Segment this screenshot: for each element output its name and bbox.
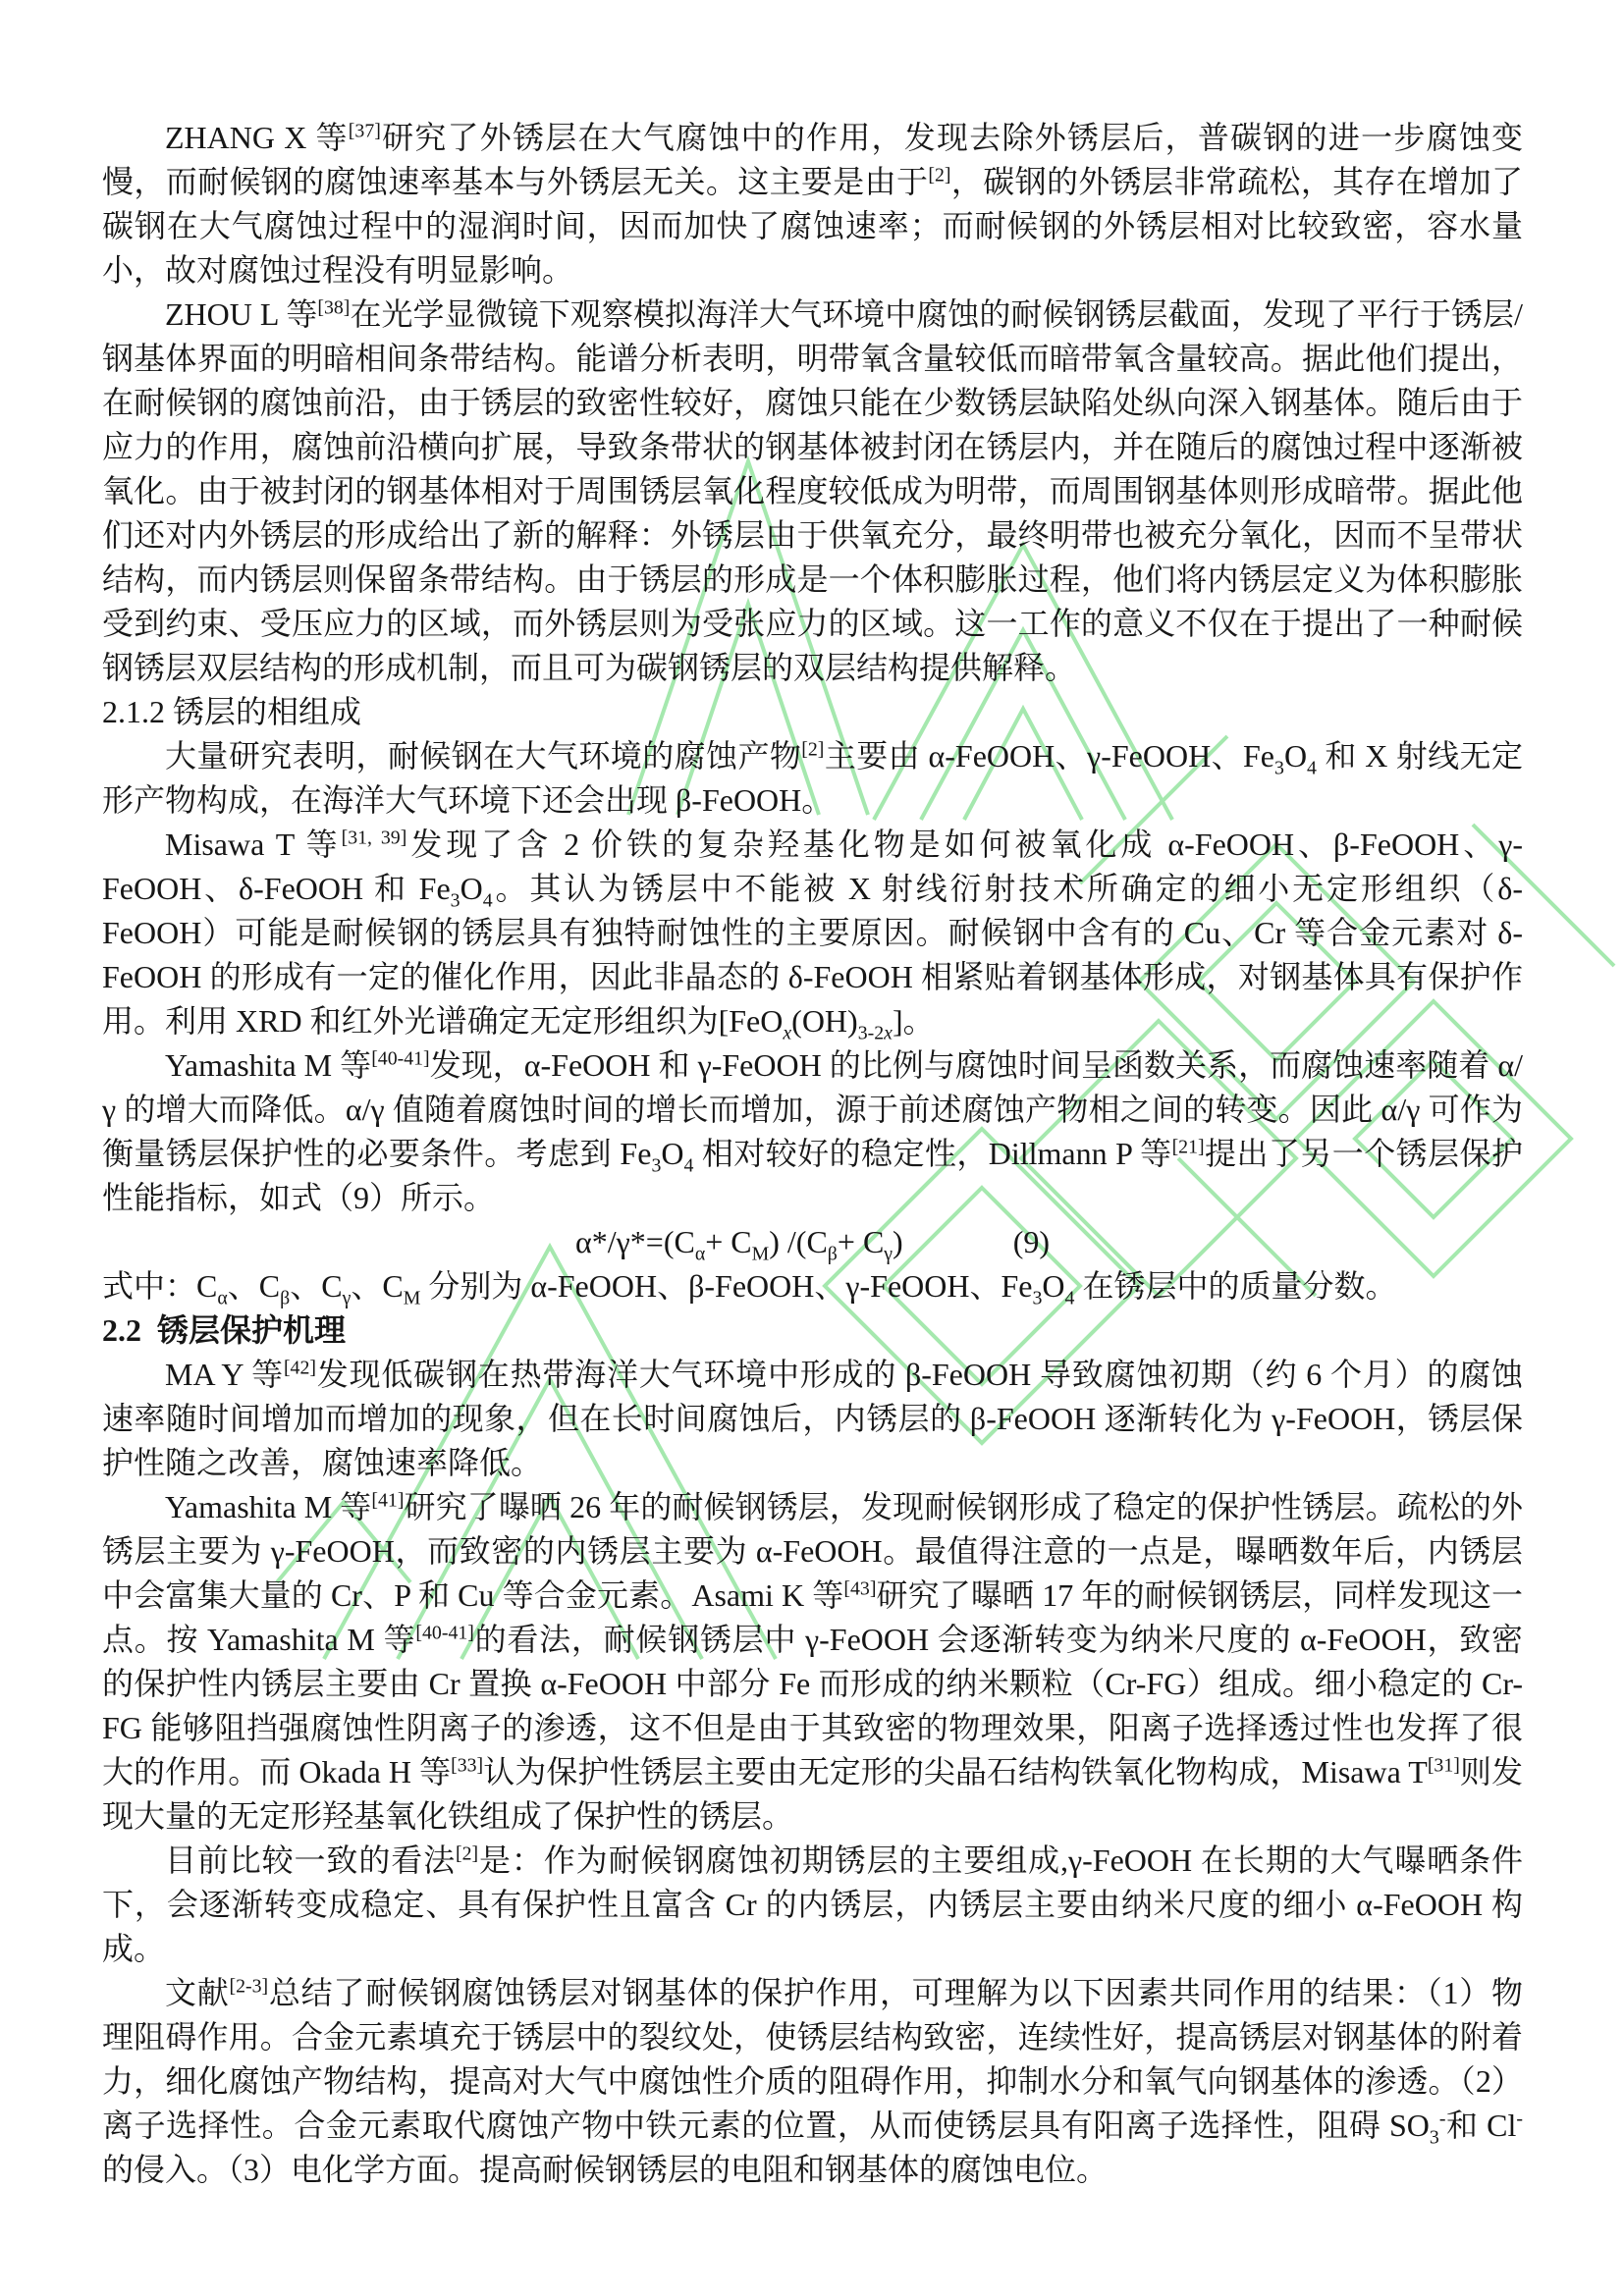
paragraph-ma-y: MA Y 等[42]发现低碳钢在热带海洋大气环境中形成的 β-FeOOH 导致腐蚀初期（约 6 个月）的腐蚀速率随时间增加而增加的现象，但在长时间腐蚀后，内锈层的 β-FeOOH 逐渐转化为 γ-FeOOH，锈层保护性随之改善，腐蚀速率降低。 xyxy=(102,1357,1523,1480)
page-content xyxy=(102,116,1523,2192)
paragraph-yamashita-26-years: Yamashita M 等[41]研究了曝晒 26 年的耐候钢锈层，发现耐候钢形成了稳定的保护性锈层。疏松的外锈层主要为 γ-FeOOH，而致密的内锈层主要为 α-FeOOH。最值得注意的一点是，曝晒数年后，内锈层中会富集大量的 Cr、P 和 Cu 等合金元素。Asami K 等[43]研究了曝晒 17 年的耐候钢锈层，同样发现这一点。按 Yamashita M 等[40-41]的看法，耐候钢锈层中 γ-FeOOH 会逐渐转变为纳米尺度的 α-FeOOH，致密的保护性内锈层主要由 Cr 置换 α-FeOOH 中部分 Fe 而形成的纳米颗粒（Cr-FG）组成。细小稳定的 Cr-FG 能够阻挡强腐蚀性阴离子的渗透，这不但是由于其致密的物理效果，阳离子选择透过性也发挥了很大的作用。而 Okada H 等[33]认为保护性锈层主要由无定形的尖晶石结构铁氧化物构成，Misawa T[31]则发现大量的无定形羟基氧化铁组成了保护性的锈层。 xyxy=(102,1489,1523,1834)
paragraph-misawa-t: Misawa T 等[31, 39]发现了含 2 价铁的复杂羟基化物是如何被氧化成 α-FeOOH、β-FeOOH、γ-FeOOH、δ-FeOOH 和 $Fe_3O_4$。其认为锈层中不能被 X 射线衍射技术所确定的细小无定形组织（δ-FeOOH）可能是耐候钢的锈层具有独特耐蚀性的主要原因。耐候钢中含有的 Cu、Cr 等合金元素对 δ-FeOOH 的形成有一定的催化作用，因此非晶态的 δ-FeOOH 相紧贴着钢基体形成，对钢基体具有保护作用。利用 XRD 和红外光谱确定无定形组织为$[FeO_x(OH)_{3-2x}]$。 xyxy=(102,827,1523,1044)
paragraph-phase-composition: 大量研究表明，耐候钢在大气环境的腐蚀产物[2]主要由 α-FeOOH、γ-FeOOH、$Fe_3O_4$ 和 X 射线无定形产物构成，在海洋大气环境下还会出现 β-FeOOH。 xyxy=(102,738,1523,818)
paragraph-literature-summary: 文献[2-3]总结了耐候钢腐蚀锈层对钢基体的保护作用，可理解为以下因素共同作用的结果：（1）物理阻碍作用。合金元素填充于锈层中的裂纹处，使锈层结构致密，连续性好，提高锈层对钢基体的附着力，细化腐蚀产物结构，提高对大气中腐蚀性介质的阻碍作用，抑制水分和氧气向钢基体的渗透。（2）离子选择性。合金元素取代腐蚀产物中铁元素的位置，从而使锈层具有阳离子选择性，阻碍 $SO_3^-$和 Cl-的侵入。（3）电化学方面。提高耐候钢锈层的电阻和钢基体的腐蚀电位。 xyxy=(102,1975,1523,2187)
equation-note: 式中：$C_\alpha$、$C_\beta$、$C_\gamma$、$C_M$ 分别为 α-FeOOH、β-FeOOH、γ-FeOOH、$Fe_3O_4$ 在锈层中的质量分数。 xyxy=(102,1268,1397,1309)
equation-9: $\alpha*/\gamma*=(C_\alpha+ C_M)$ $/(C_\beta+ C_\gamma)$ (9) xyxy=(574,1224,1051,1265)
paragraph-yamashita-ratio: Yamashita M 等[40-41]发现，α-FeOOH 和 γ-FeOOH 的比例与腐蚀时间呈函数关系，而腐蚀速率随着 α/γ 的增大而降低。α/γ 值随着腐蚀时间的增长而增加，源于前述腐蚀产物相之间的转变。因此 α/γ 可作为衡量锈层保护性的必要条件。考虑到 $Fe_3O_4$ 相对较好的稳定性，Dillmann P 等[21]提出了另一个锈层保护性能指标，如式（9）所示。 xyxy=(102,1047,1523,1215)
paragraph-zhou-l: ZHOU L 等[38]在光学显微镜下观察模拟海洋大气环境中腐蚀的耐候钢锈层截面，发现了平行于锈层/钢基体界面的明暗相间条带结构。能谱分析表明，明带氧含量较低而暗带氧含量较高。据此他们提出，在耐候钢的腐蚀前沿，由于锈层的致密性较好，腐蚀只能在少数锈层缺陷处纵向深入钢基体。随后由于应力的作用，腐蚀前沿横向扩展，导致条带状的钢基体被封闭在锈层内，并在随后的腐蚀过程中逐渐被氧化。由于被封闭的钢基体相对于周围锈层氧化程度较低成为明带，而周围钢基体则形成暗带。据此他们还对内外锈层的形成给出了新的解释：外锈层由于供氧充分，最终明带也被充分氧化，因而不呈带状结构，而内锈层则保留条带结构。由于锈层的形成是一个体积膨胀过程，他们将内锈层定义为体积膨胀受到约束、受压应力的区域，而外锈层则为受张应力的区域。这一工作的意义不仅在于提出了一种耐候钢锈层双层结构的形成机制，而且可为碳钢锈层的双层结构提供解释。 xyxy=(102,296,1523,685)
section-heading-2-2: 2.2 锈层保护机理 xyxy=(102,1312,347,1348)
section-heading-2-1-2: 2.1.2 锈层的相组成 xyxy=(102,694,362,729)
paragraph-zhang-x: ZHANG X 等[37]研究了外锈层在大气腐蚀中的作用，发现去除外锈层后，普碳钢的进一步腐蚀变慢，而耐候钢的腐蚀速率基本与外锈层无关。这主要是由于[2]，碳钢的外锈层非常疏松，其存在增加了碳钢在大气腐蚀过程中的湿润时间，因而加快了腐蚀速率；而耐候钢的外锈层相对比较致密，容水量小，故对腐蚀过程没有明显影响。 xyxy=(102,120,1523,288)
paragraph-consensus: 目前比较一致的看法[2]是：作为耐候钢腐蚀初期锈层的主要组成,γ-FeOOH 在长期的大气曝晒条件下，会逐渐转变成稳定、具有保护性且富含 Cr 的内锈层，内锈层主要由纳米尺度的细小 α-FeOOH 构成。 xyxy=(102,1842,1523,1966)
